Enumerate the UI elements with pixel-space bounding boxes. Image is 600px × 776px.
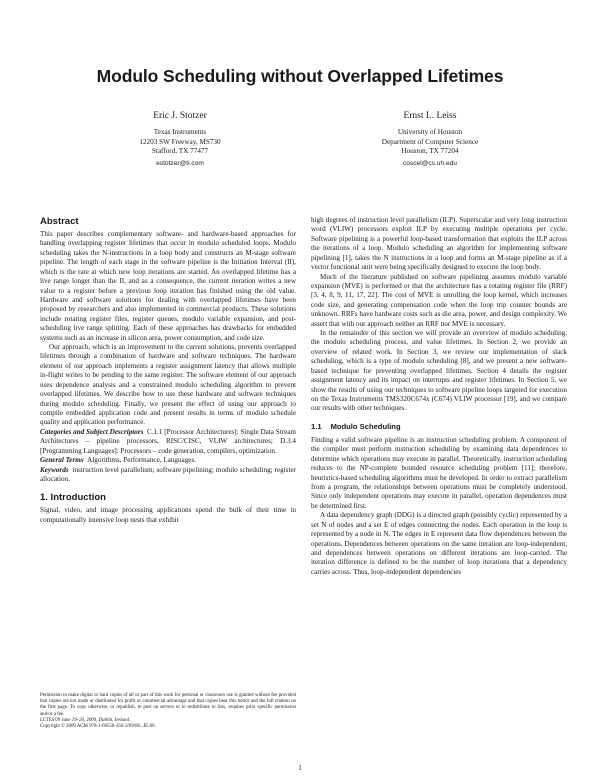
author-email: coscel@cs.uh.edu [403, 159, 457, 167]
author-city: Stafford, TX 77477 [151, 147, 209, 156]
author-address: Department of Computer Science [381, 137, 479, 146]
abstract-heading: Abstract [40, 216, 79, 227]
modulo-paragraph: A data dependency graph (DDG) is a directed graph (possibly cyclic) represented by a set N of nodes and a set E of edges connecting the nodes. Each operation in the loop is represented by a node in N. The edges in E represent data flow dependences between the operations. Dependences between operations on the same iteration are loop-independent, and dependences between operations on different iterations are loop-carried. The iteration difference is defined to be the number of loop iterations that a dependency carries across. Thus, loop-independent dependencies [311, 511, 567, 576]
keywords [40, 466, 296, 485]
general-terms-label: General Terms [40, 456, 84, 465]
intro-paragraph: Much of the literature published on software pipelining assumes modulo variable expansion (MVE) is performed or that the architecture has a rotating register file (RRF) [3, 4, 8, 9, 11, 17, 22]. The cost of MVE is unrolling the loop kernel, which increases code size, and generating compensation code when the loop trip counter bounds are unknown. RRFs have hardware costs such as die area, power, and design complexity. We assert that with our approach neither an RRF nor MVE is necessary. [311, 272, 567, 328]
author-name: Ernst L. Leiss [403, 111, 457, 121]
intro-paragraph: high degrees of instruction level parallelism (ILP). Superscalar and very long instruction word (VLIW) processors exploit ILP by executing multiple operations per cycle. Software pipelining is a powerful loop-based transformation that exploits the ILP across the iterations of a loop. Modulo scheduling an algorithm for implementing software pipelining [1], takes the N instructions in a loop and forms an M-stage pipeline as if a vector functional unit were being specifically designed to execute the loop body. [311, 216, 567, 272]
section-title: Modulo Scheduling [330, 421, 401, 431]
author-affiliation: Texas Instruments [153, 128, 207, 136]
intro-heading: 1. Introduction [40, 492, 106, 504]
intro-paragraph: In the remainder of this section we will provide an overview of modulo scheduling, the modulo scheduling process, and value lifetimes. In Section 2, we provide an overview of related work. In Section 3, we review our implementation of slack scheduling, which is a type of modulo scheduling [8], and we present a new software-based technique for preventing overlapped lifetimes. Section 4 details the register assignment latency and its impact on interrupts and register lifetimes. In Section 5, we show the results of using our techniques to software pipeline loops targeted for execution on the Texas Instruments TMS320C674x (C674) VLIW processor [19], and we compare our results with other techniques. [311, 329, 567, 413]
permission-text: Permission to make digital or hard copies of all or part of this work for personal or classroom use is granted without fee provided that copies are not made or distributed for profit or commercial advantage and that copies bear this notice and the full citation on the first page. To copy otherwise, or republish, to post on servers or to redistribute to lists, requires prior specific permission and/or a fee. [40, 693, 296, 717]
left-column [40, 216, 296, 525]
author-address: 12203 SW Freeway, MS730 [139, 137, 221, 146]
author-affiliation: University of Houston [397, 128, 463, 136]
author-block-1 [90, 110, 270, 168]
author-email: estotzer@ti.com [156, 159, 204, 167]
copyright-line: Copyright © 2009 ACM 978-1-60558-356-3/09/06...$5.00. [40, 724, 156, 730]
permission-notice [40, 693, 296, 730]
author-name: Eric J. Stotzer [153, 111, 207, 121]
section-number: 1.1 [311, 421, 322, 431]
conference-line: LCTES'09 June 19–20, 2009, Dublin, Ireland. [40, 717, 131, 723]
keywords-text: instruction level parallelism; software pipelining; modulo scheduling; register allocation. [40, 465, 296, 483]
abstract-paragraph: This paper describes complementary software- and hardware-based approaches for handling overlapping register lifetimes that occur in modulo scheduled loops. Modulo scheduling takes the N-instructions in a loop body and constructs an M-stage software pipeline. The length of each stage in the software pipeline is the Initiation Interval (II), which is the rate at which new loop iterations are started. An overlapped lifetime has a live range longer than the II, and as a consequence, the current iteration writes a new value to a register before a previous loop iteration has finished using the old value. Hardware and software solutions for dealing with overlapped lifetimes have been proposed by researchers and also implemented in commercial products. These solutions include rotating register files, register queues, modulo variable expansion, and post-scheduling live range splitting. Each of these approaches has drawbacks for embedded systems such as an increase in silicon area, power consumption, and code size. [40, 230, 296, 342]
abstract-paragraph: Our approach, which is an improvement to the current solutions, prevents overlapped lifetimes through a combination of hardware and software techniques. The hardware element of our approach implements a register assignment latency that allows multiple in-flight writes to be pending to the same register. The software element of our approach uses dependence analysis and a constrained modulo scheduling algorithm to prevent overlapped lifetimes. We describe how to use these hardware and software techniques during modulo scheduling. Finally, we present the effect of using our approach to compile embedded application code and present results in terms of modulo schedule quality and application performance. [40, 343, 296, 427]
general-terms [40, 456, 296, 465]
author-block-2 [340, 110, 520, 168]
categories-label: Categories and Subject Descriptors [40, 427, 144, 436]
categories-text: C.1.1 [Processor Architectures]: Single Data Stream Architectures – pipeline processors, RISC/CISC, VLIW architectures; D.3.4 [Programming Languages]: Processors – code generation, compilers, optimization. [40, 427, 296, 455]
right-column [311, 216, 567, 577]
modulo-paragraph: Finding a valid software pipeline is an instruction scheduling problem. A component of the compiler must perform instruction scheduling by examining data dependences to determine which operations may execute in parallel. Theoretically, instruction scheduling reduces to the NP-complete bounded resource scheduling problem [11]; therefore, heuristics-based scheduling algorithms must be developed. In order to extract parallelism from a program, the relationships between operations must be completely understood. Since only independent operations may execute in parallel, operation dependences must be determined first. [311, 435, 567, 510]
intro-paragraph: Signal, video, and image processing applications spend the bulk of their time in computationally intensive loop nests that exhibit [40, 506, 296, 524]
categories-descriptors [40, 428, 296, 456]
keywords-label: Keywords [40, 465, 69, 474]
author-city: Houston, TX 77204 [401, 147, 459, 156]
page-number: 1 [298, 764, 302, 772]
paper-title: Modulo Scheduling without Overlapped Lifetimes [96, 66, 504, 86]
section-heading [311, 422, 567, 432]
general-terms-text: Algorithms, Performance, Languages. [87, 456, 197, 465]
